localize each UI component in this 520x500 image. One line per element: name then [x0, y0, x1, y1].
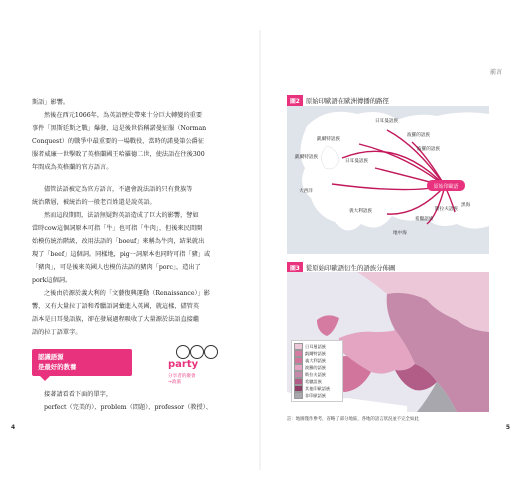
legend-row: [294, 371, 340, 378]
figure-2-legend: [291, 340, 343, 402]
section-heading-line: 認識語源: [38, 353, 64, 361]
legend-label: 日耳曼語族: [305, 343, 326, 349]
line: 年間成為英格蘭的官方語言。: [32, 164, 113, 171]
legend-label: 斯拉夫語族: [305, 371, 326, 377]
legend-row: [294, 378, 340, 385]
line: 響，又有大量拉丁語和希臘語詞彙進入英國，就這樣，儘管英: [32, 303, 200, 310]
party-sub-2: →政黨: [168, 380, 182, 385]
left-page: [0, 0, 259, 500]
running-header: 前言: [489, 69, 502, 76]
branch-label: 凱爾特語族: [295, 155, 318, 160]
land: [300, 112, 489, 231]
branch-label: 大西洋: [299, 189, 313, 194]
legend-swatch: [294, 343, 303, 350]
line: 接著請看看下面的單字，: [44, 391, 113, 398]
legend-label: 義大利語族: [305, 357, 326, 363]
person-icon: [190, 345, 204, 359]
section-heading-line: 是最好的教養: [38, 363, 77, 371]
line: 語的拉丁語單字。: [32, 329, 82, 336]
line: 服者威廉一世擊敗了英格蘭國王哈羅德二世，使法語在往後300: [32, 151, 205, 158]
person-icon: [204, 345, 218, 359]
legend-swatch: [294, 357, 303, 364]
legend-label: 凱爾特語族: [305, 350, 326, 356]
legend-swatch: [294, 378, 303, 385]
line: 然而這段期間，法語無疑對英語造成了巨大的影響，譬如: [44, 212, 199, 219]
legend-swatch: [294, 385, 303, 392]
legend-row: [294, 364, 340, 371]
branch-label: 凱爾特語族: [317, 137, 340, 142]
branch-label: 斯拉夫語族: [435, 207, 458, 212]
line: 之後由於源於義大利的「文藝復興運動（Renaissance）」影: [44, 290, 210, 297]
line: Conquest）的戰爭中最重要的一場戰役，當時的諾曼第公爵征: [32, 138, 205, 145]
line: 當時cow這個詞原本可指「牛」也可指「牛肉」，但後來民間開: [32, 225, 203, 232]
line: perfect（完美的）、problem（問題）、professor（教授）、: [44, 404, 212, 411]
branch-label: 波羅的語族: [407, 133, 430, 138]
legend-row: [294, 392, 340, 399]
legend-label: 非印歐語族: [305, 392, 326, 398]
after-box-text: [32, 388, 242, 414]
legend-swatch: [294, 371, 303, 378]
figure-1-caption: 原始印歐語在歐洲傳播的路徑: [305, 97, 389, 105]
legend-label: 波羅的語族: [305, 364, 326, 370]
branch-label: 波羅的語族: [417, 147, 440, 152]
branch-label: 義大利語族: [349, 209, 372, 214]
legend-row: [294, 357, 340, 364]
legend-row: [294, 343, 340, 350]
branch-label: 日耳曼語族: [375, 119, 398, 124]
paragraph-2: [32, 183, 237, 339]
figure-2-note: 註：地圖僅作參考，省略了部分地區，各地的語言狀況並不完全如此: [287, 417, 419, 422]
branch-label: 日耳曼語族: [345, 159, 368, 164]
section-heading: [32, 349, 132, 376]
page-number-right: 5: [505, 424, 510, 431]
line: pork這個詞。: [32, 277, 72, 284]
party-word: party: [168, 359, 199, 370]
party-illustration: [168, 345, 240, 385]
legend-row: [294, 385, 340, 392]
line: 事件「黑斯廷斯之戰」爆發，這是後世俗稱諾曼征服（Norman: [32, 125, 207, 132]
branch-label: 地中海: [393, 231, 407, 236]
paragraph-1: [32, 96, 237, 174]
legend-row: [294, 350, 340, 357]
party-sub: [168, 373, 196, 385]
line: 現了「beef」這個詞。同樣地，pig一詞原本也同時可指「豬」或: [32, 251, 211, 258]
line: 語本是日耳曼語族，卻在發展過程吸收了大量源於法語直接繼: [32, 316, 200, 323]
legend-label: 希臘語族: [305, 378, 322, 384]
line: 始模仿統治階級，改用法語的「boeuf」來稱為牛肉，結果就出: [32, 238, 205, 245]
figure-1-tag: 圖2: [287, 95, 303, 106]
branch-label: 黑海: [461, 203, 471, 208]
figure-1-title: [287, 95, 389, 106]
figure-1-map: [287, 106, 489, 254]
line: 統治階層，被統治的一般老百姓還是說英語。: [32, 199, 156, 206]
line: 「豬肉」，可是後來英國人也模仿法語的豬肉「porc」，造出了: [32, 264, 201, 271]
legend-label: 其他印歐語族: [305, 385, 331, 391]
line: 儘管法語被定為官方語言，不過會說法語的只有貴族等: [44, 186, 193, 193]
branch-label: 希臘語族: [415, 217, 434, 222]
figure-2-tag: 圖3: [287, 262, 303, 273]
party-sub-1: 分享者的聚會: [168, 374, 196, 379]
figure-2-caption: 從原始印歐語衍生的語族分佈圖: [305, 264, 396, 272]
line: 然後在西元1066年，為英語歷史帶來十分巨大轉變的重要: [44, 112, 203, 119]
line: 斯語」影響。: [32, 99, 70, 106]
legend-swatch: [294, 392, 303, 399]
person-icon: [176, 345, 190, 359]
legend-swatch: [294, 350, 303, 357]
legend-swatch: [294, 364, 303, 371]
page-number-left: 4: [11, 424, 16, 431]
origin-label: 原始印歐語: [433, 184, 459, 190]
